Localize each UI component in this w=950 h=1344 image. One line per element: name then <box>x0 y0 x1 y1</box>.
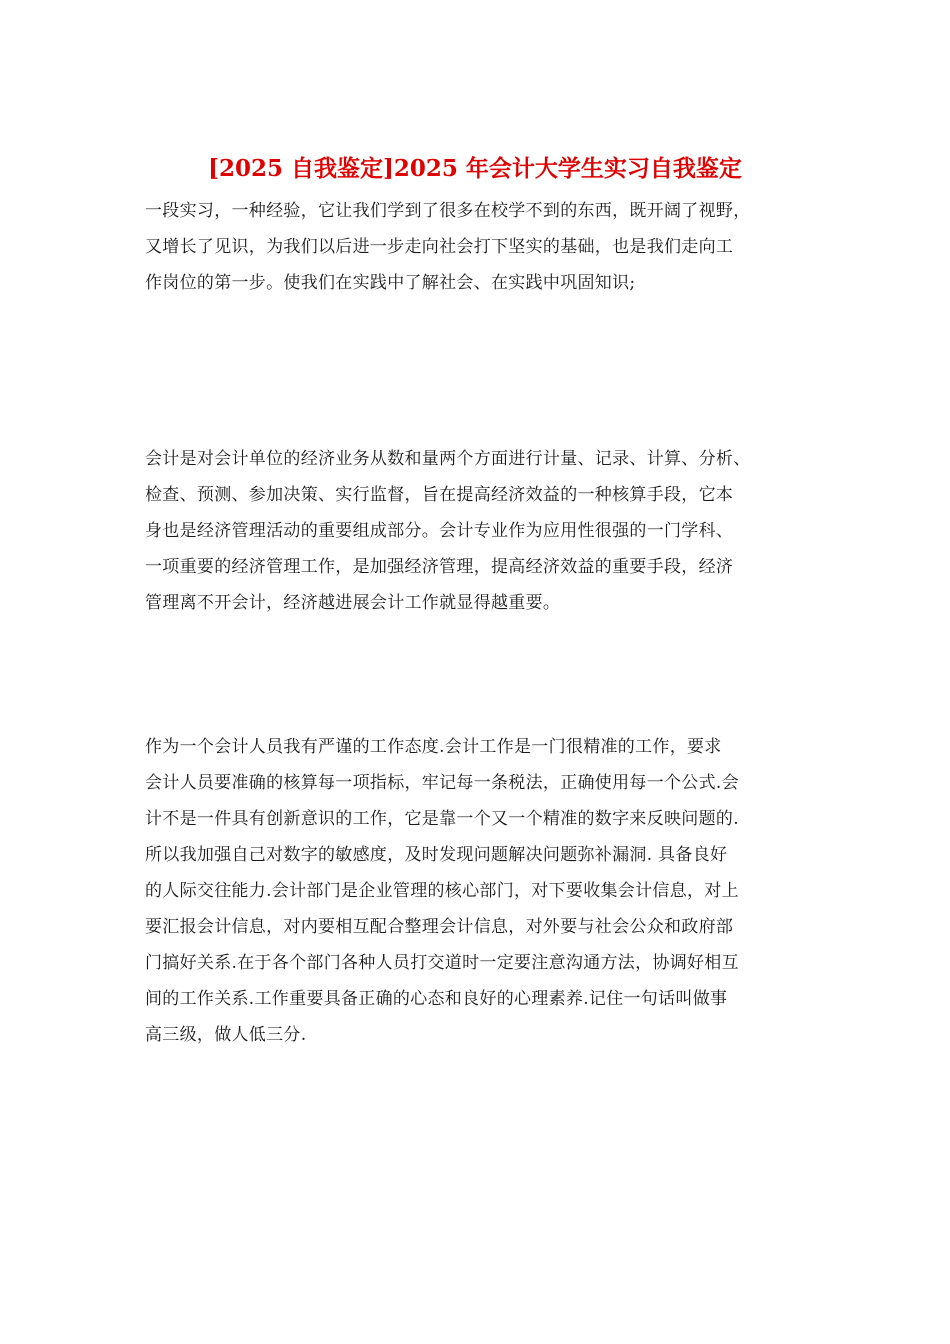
paragraph-line: 作岗位的第一步。使我们在实践中了解社会、在实践中巩固知识; <box>145 273 636 293</box>
paragraph-line: 作为一个会计人员我有严谨的工作态度.会计工作是一门很精准的工作，要求 <box>145 737 722 757</box>
paragraph-line: 管理离不开会计，经济越进展会计工作就显得越重要。 <box>145 593 561 613</box>
paragraph-line: 身也是经济管理活动的重要组成部分。会计专业作为应用性很强的一门学科、 <box>145 521 734 541</box>
paragraph-line: 又增长了见识，为我们以后进一步走向社会打下坚实的基础，也是我们走向工 <box>145 237 734 257</box>
paragraph-line: 计不是一件具有创新意识的工作，它是靠一个又一个精准的数字来反映问题的. <box>145 809 739 829</box>
paragraph-line: 的人际交往能力.会计部门是企业管理的核心部门，对下要收集会计信息，对上 <box>145 881 739 901</box>
paragraph-line: 一项重要的经济管理工作，是加强经济管理，提高经济效益的重要手段，经济 <box>145 557 734 577</box>
paragraph-line: 所以我加强自己对数字的敏感度，及时发现问题解决问题弥补漏洞. 具备良好 <box>145 845 728 865</box>
paragraph-line: 检查、预测、参加决策、实行监督，旨在提高经济效益的一种核算手段，它本 <box>145 485 734 505</box>
paragraph-line: 会计是对会计单位的经济业务从数和量两个方面进行计量、记录、计算、分析、 <box>145 449 751 469</box>
paragraph-work-attitude <box>145 729 739 1053</box>
paragraph-line: 要汇报会计信息，对内要相互配合整理会计信息，对外要与社会公众和政府部 <box>145 917 734 937</box>
paragraph-line: 一段实习，一种经验，它让我们学到了很多在校学不到的东西，既开阔了视野， <box>145 201 751 221</box>
paragraph-line: 门搞好关系.在于各个部门各种人员打交道时一定要注意沟通方法，协调好相互 <box>145 953 739 973</box>
paragraph-line: 高三级，做人低三分. <box>145 1025 307 1045</box>
paragraph-line: 会计人员要准确的核算每一项指标，牢记每一条税法，正确使用每一个公式.会 <box>145 773 739 793</box>
paragraph-internship-experience <box>145 193 751 301</box>
document-title: [2025 自我鉴定]2025 年会计大学生实习自我鉴定 <box>208 155 742 182</box>
paragraph-line: 间的工作关系.工作重要具备正确的心态和良好的心理素养.记住一句话叫做事 <box>145 989 728 1009</box>
paragraph-accounting-definition <box>145 441 751 621</box>
